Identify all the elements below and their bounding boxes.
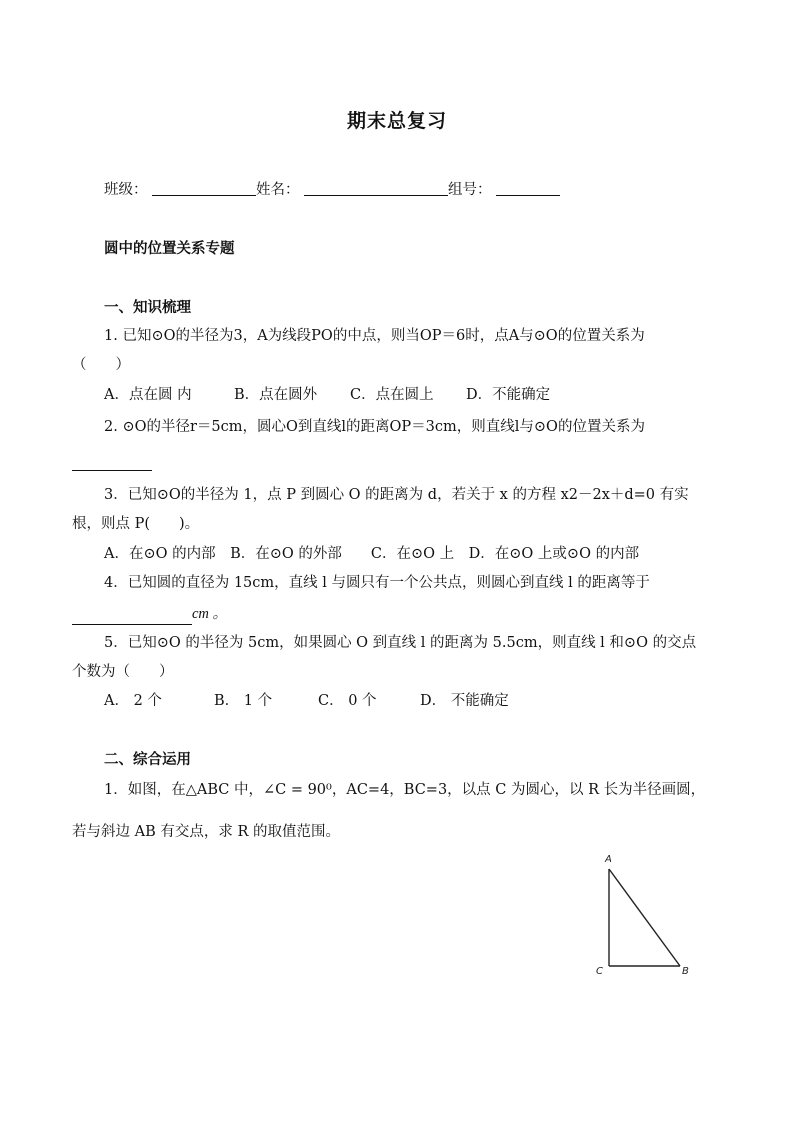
group-label: 组号： — [448, 182, 492, 198]
question-5-option-b: B． 1 个 — [214, 693, 273, 709]
name-label: 姓名： — [256, 182, 300, 198]
question-1-option-c: C．点在圆上 — [350, 387, 434, 403]
question-2-answer-blank[interactable] — [72, 470, 152, 471]
question-1-option-a: A．点在圆 内 — [104, 387, 192, 403]
vertex-c-label: C — [596, 966, 603, 977]
question-3-options: A．在⊙O 的内部 B．在⊙O 的外部 C．在⊙O 上 D．在⊙O 上或⊙O 的内部 — [104, 546, 640, 562]
question-4-answer-blank[interactable] — [72, 624, 192, 625]
question-5-text-cont: 个数为（ ） — [72, 664, 174, 680]
question-5-option-d: D． 不能确定 — [420, 693, 509, 709]
class-label: 班级： — [104, 182, 148, 198]
group-field[interactable] — [496, 195, 560, 196]
vertex-a-label: A — [605, 854, 612, 865]
side-ab — [609, 869, 680, 966]
question-5-text: 5．已知⊙O 的半径为 5cm，如果圆心 O 到直线 l 的距离为 5.5cm，则直线 l 和⊙O 的交点 — [104, 635, 697, 651]
class-field[interactable] — [152, 195, 256, 196]
question-3-text-cont: 根，则点 P( )。 — [72, 516, 200, 532]
question-4-unit: cm 。 — [192, 606, 228, 622]
vertex-b-label: B — [682, 966, 689, 977]
topic-heading: 圆中的位置关系专题 — [104, 241, 235, 257]
question-2-text: 2. ⊙O的半径r＝5cm，圆心O到直线l的距离OP＝3cm，则直线l与⊙O的位置关系为 — [104, 419, 645, 435]
section2-heading: 二、综合运用 — [104, 752, 191, 768]
page-title: 期末总复习 — [346, 110, 447, 132]
question-1-option-d: D．不能确定 — [466, 387, 551, 403]
question-5-option-c: C． 0 个 — [318, 693, 377, 709]
problem-1-text: 1．如图，在△ABC 中，∠C = 90⁰，AC=4，BC=3，以点 C 为圆心，以 R 长为半径画圆， — [104, 782, 706, 798]
problem-1-text-cont: 若与斜边 AB 有交点，求 R 的取值范围。 — [72, 824, 340, 840]
question-4-text: 4．已知圆的直径为 15cm，直线 l 与圆只有一个公共点，则圆心到直线 l 的距离等于 — [104, 575, 650, 591]
question-1-text: 1. 已知⊙O的半径为3，A为线段PO的中点，则当OP＝6时，点A与⊙O的位置关系为 — [104, 328, 645, 344]
question-5-option-a: A． 2 个 — [104, 693, 162, 709]
triangle-figure — [588, 850, 698, 982]
section1-heading: 一、知识梳理 — [104, 300, 191, 316]
question-1-option-b: B．点在圆外 — [234, 387, 318, 403]
question-1-answer-paren: （ ） — [72, 357, 130, 373]
name-field[interactable] — [304, 195, 448, 196]
question-3-text: 3．已知⊙O的半径为 1，点 P 到圆心 O 的距离为 d，若关于 x 的方程 x2－2x＋d=0 有实 — [104, 487, 689, 503]
